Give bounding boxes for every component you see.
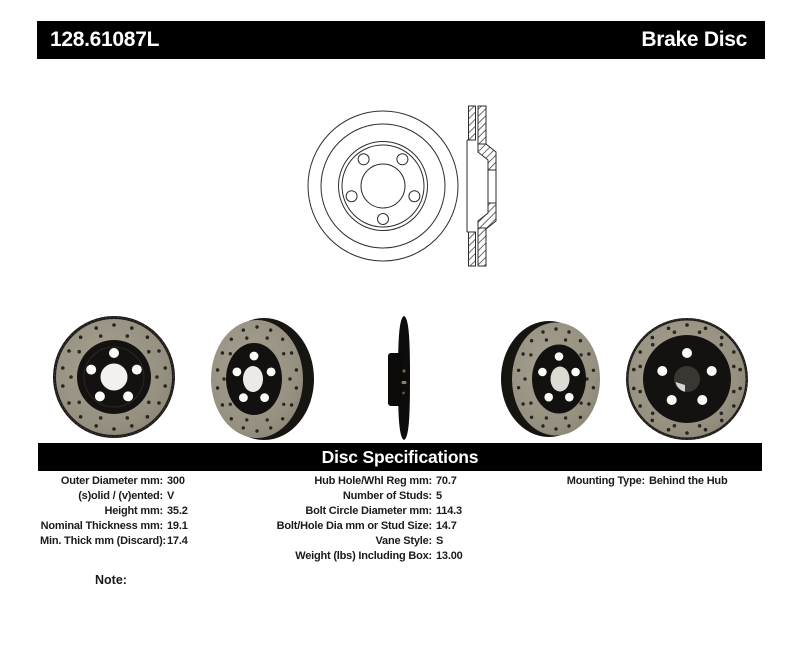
spec-value: V — [167, 489, 175, 502]
spec-row — [267, 474, 463, 489]
spec-label: Bolt/Hole Dia mm or Stud Size: — [276, 519, 432, 532]
spec-label: Height mm: — [104, 504, 163, 517]
spec-row — [267, 489, 463, 504]
spec-value: 70.7 — [436, 475, 457, 487]
disc-front-view-drawing — [308, 111, 458, 261]
spec-value: S — [436, 534, 444, 547]
spec-value: 14.7 — [436, 519, 457, 532]
spec-row — [40, 504, 188, 519]
spec-value: 13.00 — [436, 549, 463, 562]
spec-column-right — [545, 474, 727, 489]
spec-row — [267, 549, 463, 564]
spec-label: Weight (lbs) Including Box: — [295, 549, 432, 562]
product-type-title: Brake Disc — [641, 28, 747, 51]
spec-label: Outer Diameter mm: — [60, 475, 163, 487]
spec-row — [267, 534, 463, 549]
spec-value: 19.1 — [167, 519, 188, 532]
part-number: 128.61087L — [50, 28, 160, 51]
spec-column-middle — [267, 474, 463, 563]
spec-label: Hub Hole/Whl Reg mm: — [314, 475, 432, 487]
disc-photo-rear — [626, 318, 748, 440]
spec-row — [40, 489, 188, 504]
disc-photo-three-quarter-right — [501, 321, 600, 437]
spec-row — [267, 519, 463, 534]
spec-row — [545, 474, 727, 489]
header-bar — [37, 21, 765, 59]
note-label: Note: — [95, 573, 127, 587]
spec-label: (s)olid / (v)ented: — [78, 489, 163, 502]
spec-value: 300 — [167, 475, 185, 487]
disc-cross-section-drawing — [467, 106, 496, 266]
spec-label: Mounting Type: — [566, 475, 645, 487]
spec-value: 5 — [436, 489, 442, 502]
spec-value: 114.3 — [436, 504, 462, 517]
spec-row — [40, 534, 188, 549]
spec-section-title: Disc Specifications — [321, 446, 479, 467]
disc-photo-edge — [388, 316, 410, 440]
spec-label: Vane Style: — [375, 534, 432, 547]
spec-row — [267, 504, 463, 519]
spec-label: Number of Studs: — [342, 489, 432, 502]
spec-label: Bolt Circle Diameter mm: — [305, 504, 432, 517]
spec-value: Behind the Hub — [649, 475, 728, 487]
disc-photo-three-quarter-left — [211, 318, 314, 440]
spec-column-left — [40, 474, 188, 549]
spec-value: 17.4 — [167, 534, 188, 547]
spec-row — [40, 519, 188, 534]
spec-section-bar — [38, 443, 762, 471]
spec-row — [40, 474, 188, 489]
disc-photo-front — [53, 316, 175, 438]
spec-value: 35.2 — [167, 504, 188, 517]
spec-label: Nominal Thickness mm: — [40, 519, 163, 532]
spec-label: Min. Thick mm (Discard): — [40, 534, 166, 547]
